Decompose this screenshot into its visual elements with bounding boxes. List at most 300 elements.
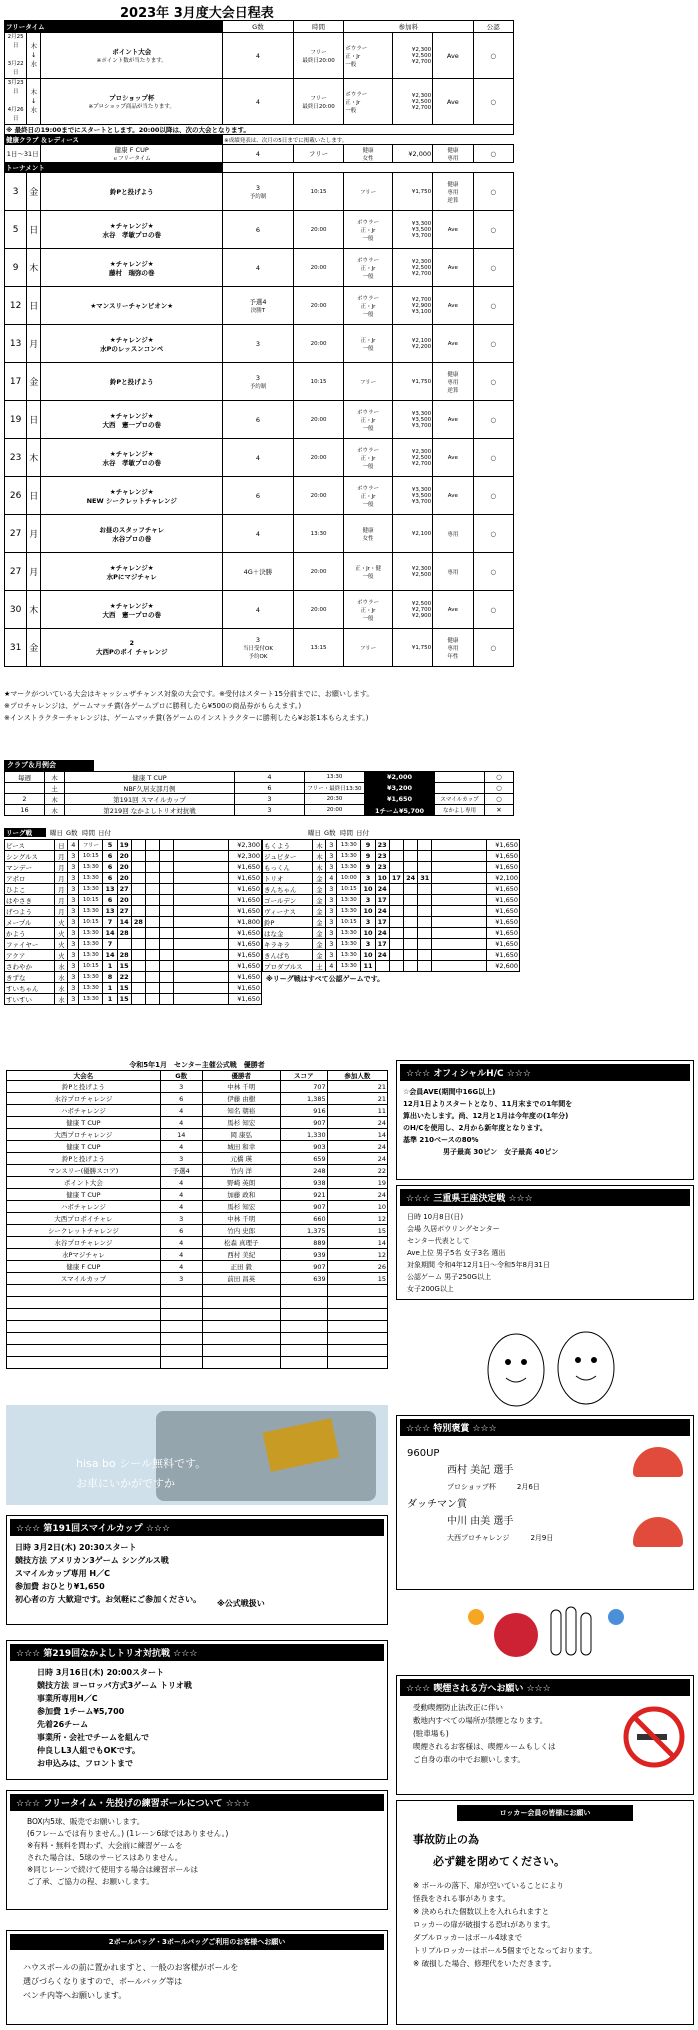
title-line2: 水Pのレッスンコンペ	[100, 344, 164, 353]
winners-table	[6, 1060, 388, 1369]
no-smoking-icon	[623, 1706, 685, 1768]
league-head-right: G数	[324, 829, 336, 837]
winner-cell: 4	[160, 1201, 202, 1213]
fee-class: ボウラー	[357, 219, 380, 226]
day: 31	[9, 642, 22, 653]
winner-row	[7, 1249, 388, 1261]
league-dow: 金	[316, 874, 323, 883]
winner-cell: 6	[160, 1093, 202, 1105]
league-row	[5, 873, 262, 884]
ave: Ave	[447, 492, 458, 499]
fee-amount: ¥2,900	[411, 302, 432, 309]
fee-amount: ¥2,900	[411, 612, 432, 619]
league-name: ひよこ	[6, 885, 26, 894]
dow: 木	[29, 606, 39, 616]
bag-line: ベンチ内等へお願いします。	[23, 1991, 127, 2000]
league-name: はやさき	[6, 896, 32, 905]
league-row	[5, 840, 262, 851]
winner-cell: 921	[280, 1189, 327, 1201]
trio-line: 参加費 1チーム¥5,700	[37, 1707, 125, 1716]
league-row	[5, 917, 262, 928]
tournament-label: トーナメント	[6, 164, 45, 172]
league-date: 14	[119, 918, 129, 926]
winner-cell: 939	[280, 1249, 327, 1261]
league-row	[5, 939, 262, 950]
health-row	[5, 145, 514, 163]
league-time: 13:30	[82, 930, 99, 936]
league-date: 7	[107, 918, 113, 926]
club-time: フリー・最終日13:30	[307, 786, 362, 792]
title-line1: ★チャレンジ★	[109, 487, 154, 496]
games: 3	[255, 635, 261, 644]
games-note: 予約制	[249, 193, 267, 200]
winner-cell: 21	[327, 1081, 387, 1093]
club-name: 第219回 なかよしトリオ対抗戦	[103, 806, 196, 815]
dow: 日	[29, 492, 39, 502]
ave-line: 健康	[447, 371, 459, 378]
winner-cell: 24	[327, 1189, 387, 1201]
fee-amount: ¥2,500	[411, 52, 432, 59]
winner-row	[7, 1189, 388, 1201]
league-fee: ¥2,300	[237, 852, 260, 860]
club-when: 2	[22, 795, 27, 803]
practice-line: BOX内5球、販売でお願いします。	[27, 1817, 145, 1826]
tournament-row	[5, 439, 514, 477]
health-fee: ¥2,000	[408, 149, 432, 158]
official-mark: ○	[490, 225, 497, 234]
league-fee: ¥1,650	[237, 907, 260, 915]
fee-class: 正・Jr	[360, 607, 376, 614]
club-mark: ○	[496, 773, 502, 781]
league-head-right: 日付	[356, 829, 369, 837]
league-date: 19	[119, 841, 129, 849]
title-line2: 水谷プロの巻	[112, 534, 152, 543]
fee-amount: ¥3,100	[411, 308, 432, 315]
day: 17	[9, 376, 22, 387]
club-row	[5, 794, 514, 805]
time: 13:30	[310, 530, 327, 537]
category: 健康	[362, 527, 374, 534]
winner-cell: ハボチャレンジ	[7, 1105, 161, 1117]
tournament-row	[5, 477, 514, 515]
league-row	[5, 884, 262, 895]
note-line: ※プロチャレンジは、ゲームマッチ賞(各ゲームプロに勝利したら¥500の商品券がもらえます。)	[4, 702, 302, 710]
league-time: 13:30	[82, 886, 99, 892]
time: 20:00	[310, 454, 327, 461]
health-time: フリー	[308, 150, 329, 158]
winner-cell: マンスリー(優勝スコア)	[7, 1165, 161, 1177]
club-when: 毎週	[18, 773, 31, 782]
league-time: 13:30	[340, 908, 357, 914]
league-games: 3	[329, 951, 334, 959]
league-date: 20	[119, 874, 129, 882]
league-row	[263, 961, 520, 972]
title-line1: ★チャレンジ★	[109, 601, 154, 610]
official-mark: ○	[490, 377, 497, 386]
winner-cell: 907	[280, 1117, 327, 1129]
league-name: げつよう	[6, 907, 32, 916]
winner-cell: 1,375	[280, 1225, 327, 1237]
league-games: 3	[71, 940, 76, 948]
winner-row	[7, 1237, 388, 1249]
league-date: 10	[363, 907, 373, 915]
fee-class: ボウラー	[357, 295, 380, 302]
league-dow: 金	[316, 918, 323, 927]
ave: Ave	[447, 302, 458, 309]
league-row	[263, 873, 520, 884]
club-time: 20:00	[326, 807, 343, 813]
fee-class: ボウラー	[357, 485, 380, 492]
league-dow: 火	[58, 929, 65, 938]
league-dow: 月	[58, 852, 65, 861]
league-date: 1	[107, 984, 113, 992]
fee-amount: ¥3,300	[411, 486, 432, 493]
locker-line: トリプルロッカーはボール5個までとなっております。	[413, 1946, 597, 1955]
league-date: 17	[391, 874, 401, 882]
winner-row	[7, 1105, 388, 1117]
league-date: 17	[377, 940, 387, 948]
league-date: 15	[119, 962, 129, 970]
league-date: 6	[107, 852, 113, 860]
league-name: 鈴P	[264, 918, 275, 927]
trio-line: 日時 3月16日(木) 20:00スタート	[37, 1668, 165, 1677]
tournament-row	[5, 401, 514, 439]
league-date: 3	[365, 918, 371, 926]
league-date: 20	[119, 863, 129, 871]
ave: Ave	[447, 606, 458, 613]
winner-row	[7, 1213, 388, 1225]
league-date: 10	[363, 929, 373, 937]
title-line1: ★チャレンジ★	[109, 259, 154, 268]
winner-cell: 24	[327, 1141, 387, 1153]
league-dow: 木	[316, 863, 323, 872]
league-fee: ¥2,100	[495, 874, 518, 882]
health-period: 1日～31日	[6, 150, 39, 158]
official-mark: ○	[490, 605, 497, 614]
league-games: 3	[329, 940, 334, 948]
official-hc-box	[396, 1060, 694, 1180]
official-mark: ○	[490, 187, 497, 196]
fee-amount: ¥3,500	[411, 492, 432, 499]
winner-cell: 6	[160, 1225, 202, 1237]
league-dow: 月	[58, 863, 65, 872]
league-date: 10	[363, 885, 373, 893]
winner-cell: 15	[327, 1273, 387, 1285]
league-name: シングルス	[6, 852, 38, 861]
league-date: 24	[377, 885, 387, 893]
club-mark: ○	[496, 784, 502, 792]
club-fee: ¥2,000	[386, 773, 413, 781]
sticker-line1: hisa bo シール無料です。	[76, 1457, 207, 1470]
league-dow: 木	[316, 852, 323, 861]
club-mark: ○	[496, 795, 502, 803]
title-line2: 水Pにマジチャレ	[106, 572, 157, 581]
club-name: 第191回 スマイルカップ	[113, 795, 186, 804]
league-name: すいすい	[6, 995, 32, 1004]
date-end: 4月26日	[7, 107, 24, 122]
league-time: 13:30	[340, 853, 357, 859]
league-dow: 火	[58, 918, 65, 927]
award-d2: 2月9日	[530, 1534, 554, 1542]
league-fee: ¥1,650	[237, 863, 260, 871]
fee-amount: ¥3,700	[411, 498, 432, 505]
locker-l1: 事故防止の為	[413, 1833, 479, 1846]
dow: 月	[29, 530, 39, 540]
fee-class: 一般	[362, 273, 374, 280]
league-games: 3	[329, 896, 334, 904]
time: 20:00	[310, 302, 327, 309]
league-dow: 月	[58, 896, 65, 905]
bag-line: 選びづらくなりますので、ボールバッグ等は	[23, 1977, 183, 1986]
winner-cell: 14	[327, 1129, 387, 1141]
league-date: 28	[119, 951, 129, 959]
col-official-header: 公認	[486, 23, 500, 31]
dow-start: 木	[30, 42, 38, 50]
fee-class: ボウラー	[357, 257, 380, 264]
club-when: 16	[20, 806, 29, 814]
smile-line: 日時 3月2日(木) 20:30スタート	[15, 1543, 137, 1552]
trio-line: 先着26チーム	[37, 1720, 89, 1729]
note-line: ※インストラクターチャレンジは、ゲームマッチ賞(各ゲームのインストラクターに勝利したら¥お茶1本もらえます。)	[4, 714, 369, 722]
league-name: すいちゃん	[6, 984, 39, 993]
category2: 女性	[362, 535, 374, 542]
league-date: 24	[406, 874, 416, 882]
smoke-line: 喫煙されるお客様は、喫煙ルームもしくは	[413, 1742, 556, 1751]
league-games: 3	[329, 929, 334, 937]
event-note: ※ポイント数が当たります。	[96, 58, 167, 64]
ave: Ave	[447, 416, 458, 423]
league-games: 3	[329, 841, 334, 849]
category: フリー	[359, 189, 377, 196]
league-fee: ¥1,650	[495, 852, 518, 860]
time: 20:00	[310, 606, 327, 613]
award-a2: ダッチマン賞	[407, 1499, 467, 1510]
fee-amount: ¥3,700	[411, 232, 432, 239]
official-mark: ○	[490, 415, 497, 424]
league-name: はな金	[264, 929, 284, 938]
winner-cell: 907	[280, 1201, 327, 1213]
league-date: 15	[119, 995, 129, 1003]
league-date: 1	[107, 995, 113, 1003]
league-date: 3	[365, 896, 371, 904]
league-row	[263, 851, 520, 862]
official-mark: ○	[490, 97, 497, 106]
league-dow: 月	[58, 907, 65, 916]
ave-line: 専用	[447, 645, 459, 652]
games: 6	[255, 491, 261, 500]
league-head: 曜日	[50, 829, 63, 837]
league-games: 3	[71, 874, 76, 882]
fee-class: 一般	[362, 345, 374, 352]
league-date: 9	[365, 852, 371, 860]
tournament-row	[5, 515, 514, 553]
tournament-grid	[4, 20, 514, 667]
league-games: 3	[71, 973, 76, 981]
locker-title: ロッカー会員の皆様にお願い	[457, 1805, 633, 1821]
time: 20:00	[310, 416, 327, 423]
fee-class: 正・Jr	[345, 53, 361, 60]
league-name: かよう	[6, 929, 26, 938]
official-line: ☆会員AVE(期間中16G以上)	[403, 1088, 496, 1096]
league-date: 13	[105, 885, 115, 893]
league-dow: 水	[58, 973, 65, 982]
title-line1: ★チャレンジ★	[109, 411, 154, 420]
winner-cell: 24	[327, 1153, 387, 1165]
ave: Ave	[446, 97, 459, 106]
league-name: もくよう	[264, 841, 290, 850]
winner-cell: 知名 朝裕	[202, 1105, 280, 1117]
tournament-row	[5, 363, 514, 401]
event-name: ポイント大会	[112, 48, 152, 56]
trio-line: お申込みは、フロントまで	[37, 1759, 133, 1768]
dow: 金	[29, 378, 39, 388]
dow: 木	[29, 454, 39, 464]
practice-line: ご了承、ご協力の程、お願いします。	[27, 1877, 154, 1886]
sticker-line2: お車にいかがですか	[76, 1477, 175, 1490]
ave: Ave	[447, 340, 458, 347]
schedule-table	[4, 20, 514, 667]
winner-cell: 加藤 政和	[202, 1189, 280, 1201]
day: 13	[9, 338, 22, 349]
fee-class: ボウラー	[357, 599, 380, 606]
league-name: ピース	[6, 841, 25, 850]
winner-cell: 健康 T CUP	[7, 1141, 161, 1153]
fee-amount: ¥3,700	[411, 422, 432, 429]
league-games: 3	[71, 918, 76, 926]
winner-cell: 中林 千明	[202, 1213, 280, 1225]
trio-line: 競技方法 ヨーロッパ方式3ゲーム トリオ戦	[37, 1681, 192, 1690]
league-date: 5	[107, 841, 113, 849]
time: 10:15	[310, 378, 327, 385]
league-row	[5, 983, 262, 994]
winner-cell: 健康 T CUP	[7, 1117, 161, 1129]
dow: 月	[29, 340, 39, 350]
smoke-line: ご自身の車の中でお願いします。	[413, 1755, 525, 1764]
games: 3	[255, 339, 261, 348]
ave: Ave	[446, 51, 459, 60]
league-time: フリー	[82, 843, 99, 849]
fee-amount: ¥2,100	[411, 337, 432, 344]
league-name: アポロ	[6, 874, 26, 883]
col-fee-header: 参加料	[398, 23, 419, 31]
league-time: 13:30	[82, 908, 99, 914]
league-name: トリオ	[264, 874, 284, 883]
league-time: 13:30	[82, 974, 99, 980]
league-fee: ¥1,650	[495, 940, 518, 948]
smile-line: 初心者の方 大歓迎です。お気軽にご参加ください。	[15, 1595, 202, 1604]
league-fee: ¥1,650	[495, 841, 518, 849]
bag-box	[6, 1930, 388, 2025]
games: 3	[255, 373, 261, 382]
title-line2: 水谷 孝敏プロの巻	[102, 458, 161, 467]
title-line1: ★チャレンジ★	[109, 221, 154, 230]
winner-cell: 1,385	[280, 1093, 327, 1105]
club-extra: なかよし専用	[442, 808, 476, 814]
official-mark: ○	[490, 301, 497, 310]
league-head: 日付	[98, 829, 111, 837]
winner-cell: 3	[160, 1081, 202, 1093]
winner-row	[7, 1165, 388, 1177]
fee-amount: ¥3,300	[411, 220, 432, 227]
games-note: 予約制	[249, 383, 267, 390]
winner-cell: 大西プロポイチャレ	[7, 1213, 161, 1225]
winner-row	[7, 1201, 388, 1213]
league-date: 8	[107, 973, 113, 981]
winner-cell: 水谷プロチャレンジ	[7, 1093, 161, 1105]
locker-line: ダブルロッカーはボール4球まで	[413, 1933, 523, 1942]
games: 6	[255, 225, 261, 234]
title-line2: ★マンスリーチャンピオン★	[90, 302, 174, 310]
league-date: 23	[377, 863, 387, 871]
league-games: 3	[329, 918, 334, 926]
club-fee: ¥3,200	[386, 784, 413, 792]
league-fee: ¥1,650	[237, 962, 260, 970]
league-row	[5, 972, 262, 983]
winner-cell: 竹内 洋	[202, 1165, 280, 1177]
winner-cell: 城田 和幸	[202, 1141, 280, 1153]
bag-title: 2ボールバッグ・3ボールバッグご利用のお客様へお願い	[10, 1934, 384, 1950]
league-fee: ¥1,650	[237, 874, 260, 882]
fee-class: 正・Jr	[360, 337, 376, 344]
fee-amount: ¥2,200	[411, 343, 432, 350]
fee-class: 正・Jr	[345, 99, 361, 106]
health-fee1: 健康	[447, 147, 459, 154]
winner-cell: 馬杉 知宏	[202, 1201, 280, 1213]
league-date: 23	[377, 852, 387, 860]
league-games: 3	[329, 907, 334, 915]
fee-amount: ¥2,300	[411, 448, 432, 455]
mie-line: Ave上位 男子5名 女子3名 選出	[407, 1249, 506, 1257]
league-fee: ¥1,650	[237, 940, 260, 948]
award-e2: 大西プロチャレンジ	[447, 1534, 510, 1542]
winner-row	[7, 1261, 388, 1273]
title-line1: 2	[129, 639, 134, 647]
official-mark: ○	[490, 51, 497, 60]
practice-line: された場合は、5球のサービスはありません。	[27, 1853, 183, 1862]
fee-class: 正・Jr	[360, 303, 376, 310]
league-date: 6	[107, 863, 113, 871]
trio-line: 事業所・会社でチームを組んで	[37, 1733, 149, 1742]
day: 3	[12, 186, 19, 197]
league-date: 6	[107, 896, 113, 904]
practice-box	[6, 1790, 388, 1910]
league-games: 3	[71, 929, 76, 937]
league-date: 7	[107, 940, 113, 948]
league-dow: 日	[58, 841, 65, 850]
fee-class: 一般	[362, 425, 374, 432]
league-games: 3	[71, 907, 76, 915]
winner-cell: 938	[280, 1177, 327, 1189]
league-time: 13:30	[82, 864, 99, 870]
league-row	[263, 928, 520, 939]
tournament-row	[5, 591, 514, 629]
smoke-title: ☆☆☆ 喫煙される方へお願い ☆☆☆	[400, 1679, 690, 1696]
health-note: ※成績発表は、次月の5日までに掲載いたします。	[224, 137, 348, 144]
fee-amount: ¥2,300	[411, 565, 432, 572]
league-dow: 木	[316, 841, 323, 850]
club-dow: 木	[51, 773, 58, 782]
smile-kn: ※公式戦扱い	[217, 1599, 265, 1608]
winner-cell: 鈴Pと投げよう	[7, 1081, 161, 1093]
league-head: 時間	[82, 829, 95, 837]
winner-cell: 1,330	[280, 1129, 327, 1141]
tournament-row	[5, 553, 514, 591]
winner-cell: 3	[160, 1153, 202, 1165]
fee-amount: ¥3,300	[411, 410, 432, 417]
winner-cell: ポイント大会	[7, 1177, 161, 1189]
ave: 専用	[447, 531, 459, 538]
smoke-line: (駐車場も)	[413, 1729, 449, 1738]
